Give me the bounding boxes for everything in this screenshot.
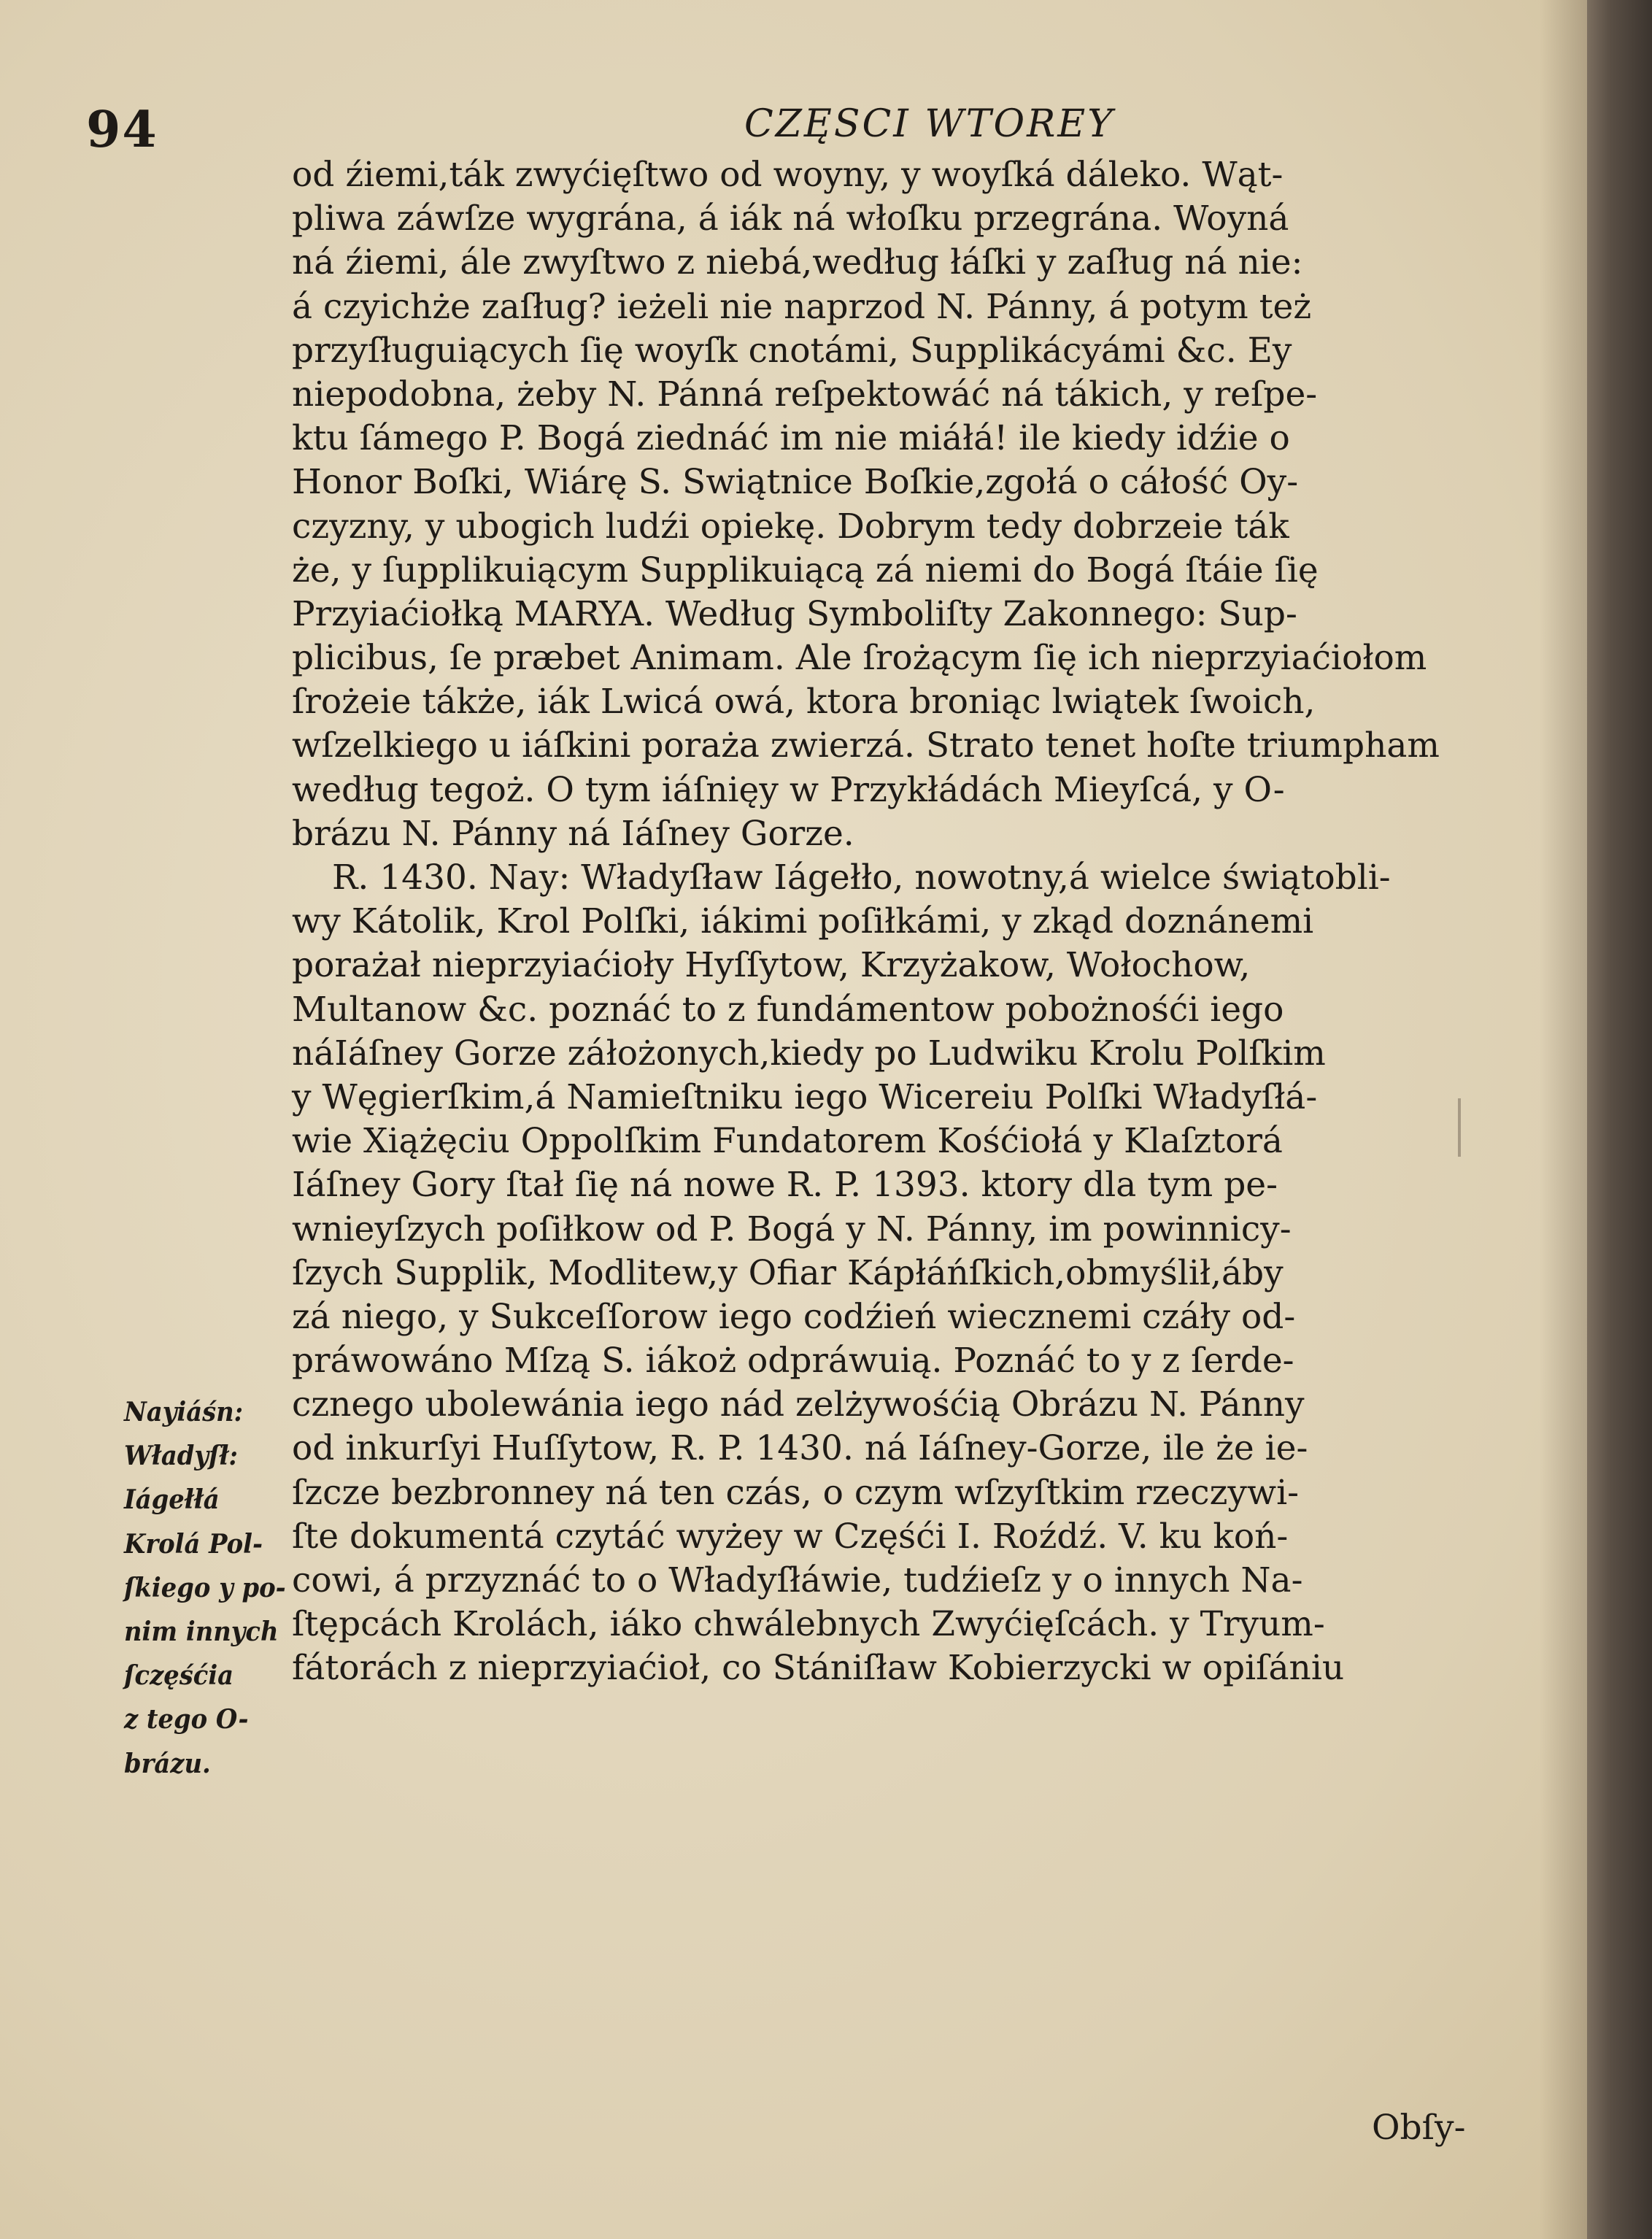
text-line: brázu N. Pánny ná Iáſney Gorze. [292,813,854,854]
text-line: wy Kátolik, Krol Polſki, iákimi poſiłkámi, y zkąd doznánemi [292,901,1314,942]
text-line: że, y ſupplikuiącym Supplikuiącą zá niemi do Bogá ſtáie ſię [292,550,1319,590]
text-line: porażał nieprzyiaćioły Hyſſytow, Krzyżakow, Wołochow, [292,945,1251,986]
text-line: ſrożeie tákże, iák Lwicá owá, ktora broniąc lwiątek ſwoich, [292,682,1316,722]
text-line: od źiemi,ták zwyćięſtwo od woyny, y woyſká dáleko. Wąt- [292,155,1284,195]
book-edge [1587,0,1652,2239]
text-line: wſzelkiego u iáſkini poraża zwierzá. Strato tenet hoſte triumpham [292,725,1440,766]
running-head: CZĘSCI WTOREY [744,102,1115,146]
text-line: niepodobna, żeby N. Pánná reſpektowáć ná tákich, y reſpe- [292,374,1318,415]
text-line: przyſługuiących ſię woyſk cnotámi, Supplikácyámi &c. Ey [292,330,1292,371]
text-line: Multanow &c. poznáć to z fundámentow pobożnośći iego [292,989,1284,1030]
margin-note-line: ſczęśćia [124,1660,234,1692]
page-number: 94 [86,101,158,159]
margin-note-line: Nayiáśn: [124,1397,244,1427]
margin-note-line: brázu. [124,1748,211,1779]
text-line: od inkurſyi Huſſytow, R. P. 1430. ná Iáſney-Gorze, ile że ie- [292,1428,1308,1469]
text-line: Honor Boſki, Wiárę S. Swiątnice Boſkie,zgołá o cáłość Oy- [292,462,1299,503]
text-line: ſtępcách Krolách, iáko chwálebnych Zwyćięſcách. y Tryum- [292,1604,1325,1645]
text-line: według tegoż. O tym iáſnięy w Przykłádách Mieyſcá, y O- [292,769,1285,810]
text-line: ſte dokumentá czytáć wyżey w Częśći I. Roźdź. V. ku koń- [292,1516,1289,1557]
text-line: ſzych Supplik, Modlitew,y Ofiar Kápłáńſkich,obmyślił,áby [292,1252,1284,1293]
text-line: czyzny, y ubogich ludźi opiekę. Dobrym tedy dobrzeie ták [292,506,1289,547]
text-line: Iáſney Gory ſtał ſię ná nowe R. P. 1393. ktory dla tym pe- [292,1165,1278,1206]
margin-note-line: Krolá Pol- [124,1528,263,1560]
text-line: ſzcze bezbronney ná ten czás, o czym wſzyſtkim rzeczywi- [292,1472,1300,1513]
text-line: náIáſney Gorze záłożonych,kiedy po Ludwiku Krolu Polſkim [292,1033,1326,1074]
gutter-shadow [1540,0,1587,2239]
margin-note [124,1390,299,1786]
margin-note-line: nim innych [124,1616,279,1647]
text-line: ná źiemi, ále zwyſtwo z niebá,według łáſki y zaſług ná nie: [292,242,1303,283]
margin-note-line: z tego O- [124,1704,249,1735]
text-line: ktu ſámego P. Bogá ziednáć im nie miáłá! ile kiedy idźie o [292,418,1290,459]
text-line: cowi, á przyznáć to o Władyſłáwie, tudźieſz y o innych Na- [292,1560,1303,1600]
text-line: plicibus, ſe præbet Animam. Ale ſrożącym ſię ich nieprzyiaćiołom [292,638,1427,679]
text-line: á czyichże zaſług? ieżeli nie naprzod N. Pánny, á potym też [292,286,1312,327]
text-line: fátorách z nieprzyiaćioł, co Stániſław Kobierzycki w opiſániu [292,1648,1345,1689]
text-line: wnieyſzych poſiłkow od P. Bogá y N. Pánny, im powinnicy- [292,1209,1292,1249]
margin-note-line: ſkiego y po- [124,1572,286,1603]
text-line: y Węgierſkim,á Namieſtniku iego Wicereiu Polſki Władyſłá- [292,1076,1318,1117]
text-line: wie Xiążęciu Oppolſkim Fundatorem Kośćiołá y Klaſztorá [292,1121,1283,1162]
margin-note-line: Władyſł: [124,1441,239,1472]
margin-note-line: Iágełłá [124,1484,220,1516]
text-line: pliwa záwſze wygrána, á iák ná włoſku przegrána. Woyná [292,199,1289,239]
text-line: práwowáno Mſzą S. iákoż odpráwuią. Poznáć to y z ſerde- [292,1341,1294,1381]
catchword: Obſy- [1372,2108,1466,2148]
paper-crease [1458,1098,1461,1157]
text-line: cznego ubolewánia iego nád zelżywośćią Obrázu N. Pánny [292,1384,1305,1425]
body-text [292,153,1532,1691]
text-line: Przyiaćiołką MARYA. Według Symboliſty Zakonnego: Sup- [292,593,1297,634]
text-line: zá niego, y Sukceſſorow iego codźień wiecznemi czáły od- [292,1296,1296,1337]
paragraph-start-line: R. 1430. Nay: Władyſław Iágełło, nowotny,á wielce świątobli- [332,858,1391,898]
